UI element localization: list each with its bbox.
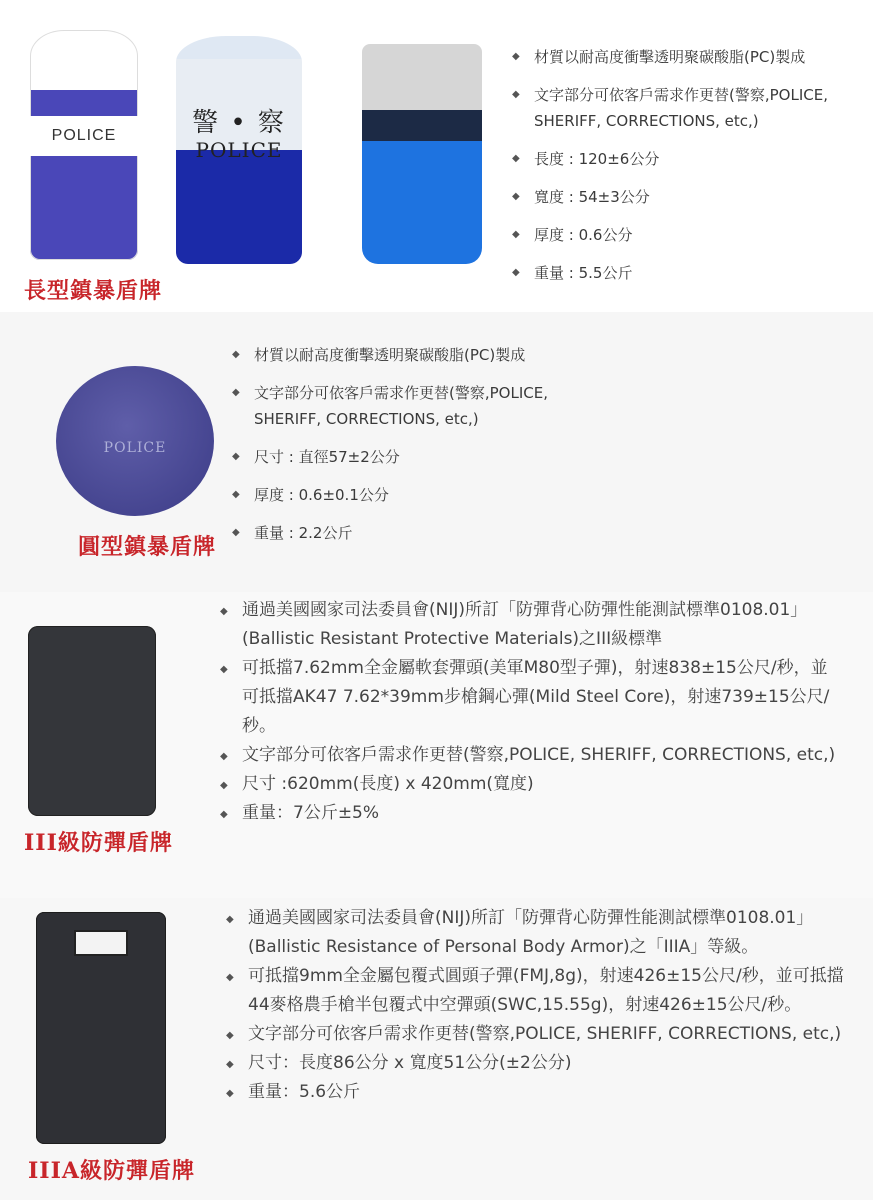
spec-item: ◆ 通過美國國家司法委員會(NIJ)所訂「防彈背心防彈性能測試標準0108.01」(Ballistic Resistant Protective Materials)之III級標準	[220, 596, 840, 654]
level-iiia-ballistic-shield-specs	[226, 904, 856, 1107]
spec-item: ◆ 尺寸 :620mm(長度) x 420mm(寬度)	[220, 770, 840, 799]
spec-item: ◆ 文字部分可依客戶需求作更替(警察,POLICE, SHERIFF, CORRECTIONS, etc,)	[220, 741, 840, 770]
level-iiia-ballistic-shield-caption: IIIA級防彈盾牌	[28, 1158, 195, 1184]
spec-item: ◆ 文字部分可依客戶需求作更替(警察,POLICE, SHERIFF, CORRECTIONS, etc,)	[232, 380, 592, 432]
long-riot-shield-section	[0, 0, 873, 312]
shield-police-label: POLICE	[103, 440, 167, 456]
spec-item: ◆ 可抵擋7.62mm全金屬軟套彈頭(美軍M80型子彈)，射速838±15公尺/秒，並可抵擋AK47 7.62*39mm步槍鋼心彈(Mild Steel Core)，射速739±15公尺/秒。	[220, 654, 840, 741]
level-iii-ballistic-shield-image	[28, 626, 156, 816]
spec-item: ◆ 材質以耐高度衝擊透明聚碳酸脂(PC)製成	[512, 44, 862, 70]
shield-kanji-label: 警 • 察	[192, 108, 286, 138]
spec-item: ◆ 長度 : 120±6公分	[512, 146, 862, 172]
spec-item: ◆ 文字部分可依客戶需求作更替(警察,POLICE, SHERIFF, CORRECTIONS, etc,)	[512, 82, 862, 134]
round-riot-shield-image	[56, 366, 214, 516]
spec-item: ◆ 重量：7公斤±5%	[220, 799, 840, 828]
spec-item: ◆ 重量：5.6公斤	[226, 1078, 856, 1107]
long-riot-shield-blue-image	[176, 36, 302, 264]
spec-item: ◆ 通過美國國家司法委員會(NIJ)所訂「防彈背心防彈性能測試標準0108.01」(Ballistic Resistance of Personal Body Armor)之「IIIA」等級。	[226, 904, 856, 962]
viewport-window	[74, 930, 128, 956]
level-iii-ballistic-shield-caption: III級防彈盾牌	[24, 830, 173, 856]
spec-item: ◆ 材質以耐高度衝擊透明聚碳酸脂(PC)製成	[232, 342, 592, 368]
long-riot-shield-white-image	[30, 30, 138, 260]
spec-item: ◆ 尺寸：長度86公分 x 寬度51公分(±2公分)	[226, 1049, 856, 1078]
spec-item: ◆ 寬度 : 54±3公分	[512, 184, 862, 210]
long-riot-shield-caption: 長型鎮暴盾牌	[24, 278, 163, 304]
level-iii-ballistic-shield-specs	[220, 596, 840, 828]
round-riot-shield-caption: 圓型鎮暴盾牌	[78, 534, 217, 560]
spec-item: ◆ 重量 : 5.5公斤	[512, 260, 862, 286]
spec-item: ◆ 厚度 : 0.6公分	[512, 222, 862, 248]
shield-police-label: POLICE	[195, 138, 283, 162]
long-riot-shield-clear-image	[362, 44, 482, 264]
spec-item: ◆ 重量 : 2.2公斤	[232, 520, 592, 546]
spec-item: ◆ 文字部分可依客戶需求作更替(警察,POLICE, SHERIFF, CORRECTIONS, etc,)	[226, 1020, 856, 1049]
spec-item: ◆ 尺寸 : 直徑57±2公分	[232, 444, 592, 470]
level-iiia-ballistic-shield-image	[36, 912, 166, 1144]
shield-police-label: POLICE	[30, 116, 138, 156]
round-riot-shield-specs	[232, 342, 592, 558]
spec-item: ◆ 厚度 : 0.6±0.1公分	[232, 482, 592, 508]
spec-item: ◆ 可抵擋9mm全金屬包覆式圓頭子彈(FMJ,8g)，射速426±15公尺/秒，並可抵擋44麥格農手槍半包覆式中空彈頭(SWC,15.55g)，射速426±15公尺/秒。	[226, 962, 856, 1020]
long-riot-shield-specs	[512, 44, 862, 298]
